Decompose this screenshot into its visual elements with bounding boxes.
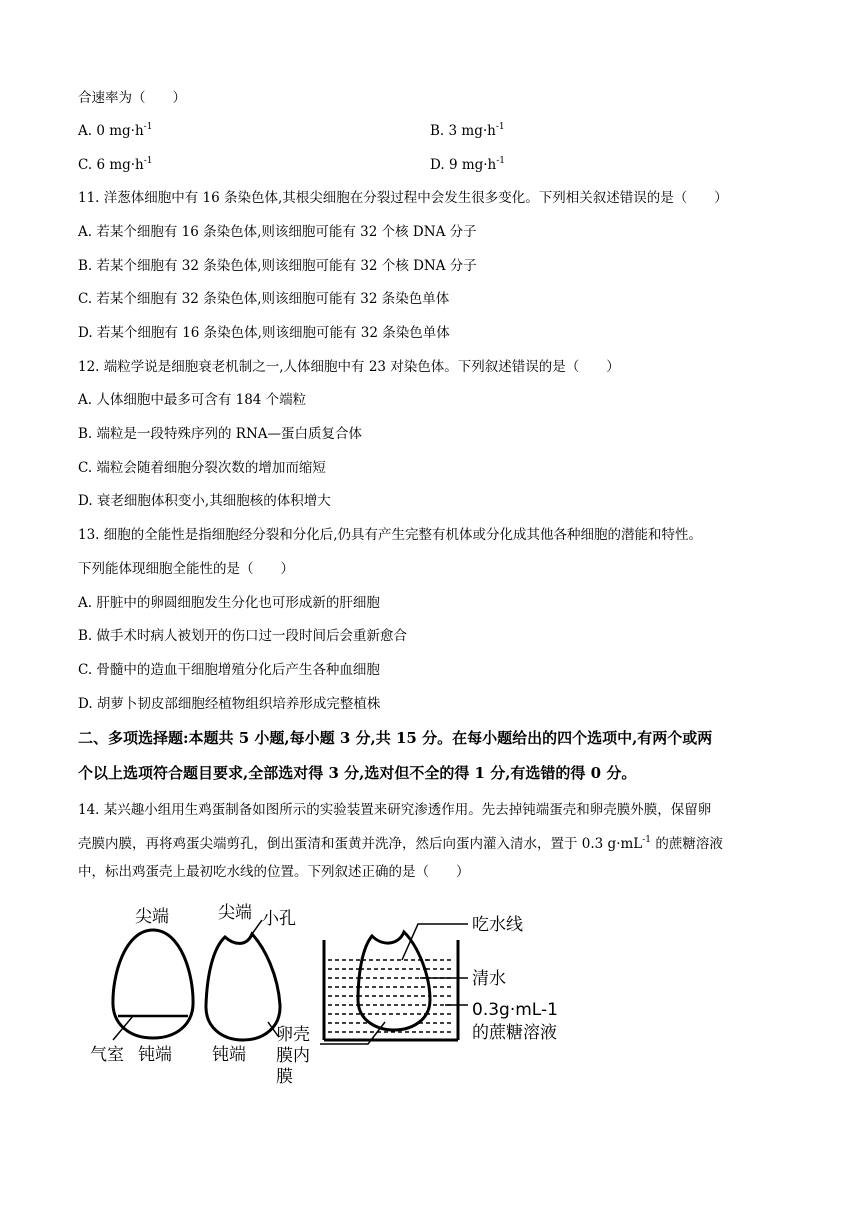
- q10-option-d: D. 9 $mg\cdot h^{-1}$: [430, 156, 506, 173]
- q14-stem-line2: 壳膜内膜，再将鸡蛋尖端剪孔，倒出蛋清和蛋黄并洗净，然后向蛋内灌入清水，置于 0.3 $g\cdot mL^{-1}$ 的蔗糖溶液: [78, 835, 723, 852]
- q13-option-d: D. 胡萝卜韧皮部细胞经植物组织培养形成完整植株: [78, 696, 381, 712]
- waterline-label: 吃水线: [472, 915, 523, 935]
- q13-option-b: B. 做手术时病人被划开的伤口过一段时间后会重新愈合: [78, 628, 408, 644]
- egg1-tip-label: 尖端: [135, 907, 169, 927]
- q12-option-a: A. 人体细胞中最多可含有 184 个端粒: [78, 392, 307, 408]
- sucrose-concentration-label: 0.3g·mL-1: [472, 1000, 558, 1020]
- q12-option-b: B. 端粒是一段特殊序列的 RNA—蛋白质复合体: [78, 426, 363, 442]
- q11-stem: 11. 洋葱体细胞中有 16 条染色体,其根尖细胞在分裂过程中会发生很多变化。下列相关叙述错误的是（ ）: [78, 190, 728, 206]
- q12-option-d: D. 衰老细胞体积变小,其细胞核的体积增大: [78, 493, 331, 509]
- membrane-label-1: 卵壳: [276, 1025, 310, 1045]
- egg-cut: [206, 920, 280, 1040]
- q10-option-c: C. 6 $mg\cdot h^{-1}$: [78, 156, 153, 173]
- q10-option-a: A. 0 $mg\cdot h^{-1}$: [78, 122, 153, 139]
- q11-option-a: A. 若某个细胞有 16 条染色体,则该细胞可能有 32 个核 DNA 分子: [78, 224, 477, 240]
- section2-heading-line2: 个以上选项符合题目要求,全部选对得 3 分,选对但不全的得 1 分,有选错的得 0 分。: [78, 764, 637, 782]
- clear-water-label: 清水: [472, 969, 506, 989]
- q11-option-c: C. 若某个细胞有 32 条染色体,则该细胞可能有 32 条染色单体: [78, 291, 450, 307]
- membrane-label-3: 膜: [276, 1067, 293, 1087]
- q11-option-b: B. 若某个细胞有 32 条染色体,则该细胞可能有 32 个核 DNA 分子: [78, 258, 477, 274]
- q12-stem: 12. 端粒学说是细胞衰老机制之一,人体细胞中有 23 对染色体。下列叙述错误的是（ ）: [78, 359, 620, 375]
- q13-option-a: A. 肝脏中的卵圆细胞发生分化也可形成新的肝细胞: [78, 595, 380, 611]
- sucrose-solution-label: 的蔗糖溶液: [472, 1023, 557, 1043]
- section2-heading-line1: 二、多项选择题:本题共 5 小题,每小题 3 分,共 15 分。在每小题给出的四个选项中,有两个或两: [78, 729, 713, 747]
- q10-tail: 合速率为（ ）: [78, 90, 186, 106]
- q13-option-c: C. 骨髓中的造血干细胞增殖分化后产生各种血细胞: [78, 662, 380, 678]
- q14-stem-line3: 中，标出鸡蛋壳上最初吃水线的位置。下列叙述正确的是（ ）: [78, 864, 470, 880]
- egg-in-beaker: [358, 932, 430, 1030]
- egg1-blunt-label: 钝端: [138, 1045, 172, 1065]
- q10-option-b: B. 3 $mg\cdot h^{-1}$: [430, 122, 505, 139]
- q13-stem-line2: 下列能体现细胞全能性的是（ ）: [78, 561, 294, 577]
- egg2-tip-label: 尖端: [218, 903, 252, 923]
- membrane-label-2: 膜内: [276, 1046, 310, 1066]
- egg-intact: [113, 930, 193, 1040]
- q12-option-c: C. 端粒会随着细胞分裂次数的增加而缩短: [78, 460, 326, 476]
- q14-stem-line1: 14. 某兴趣小组用生鸡蛋制备如图所示的实验装置来研究渗透作用。先去掉钝端蛋壳和卵壳膜外膜，保留卵: [78, 802, 712, 818]
- q13-stem-line1: 13. 细胞的全能性是指细胞经分裂和分化后,仍具有产生完整有机体或分化成其他各种细胞的潜能和特性。: [78, 527, 703, 543]
- q11-option-d: D. 若某个细胞有 16 条染色体,则该细胞可能有 32 条染色单体: [78, 325, 450, 341]
- egg2-hole-label: 小孔: [262, 909, 296, 929]
- egg1-air-label: 气室: [90, 1045, 124, 1065]
- egg2-blunt-label: 钝端: [212, 1045, 246, 1065]
